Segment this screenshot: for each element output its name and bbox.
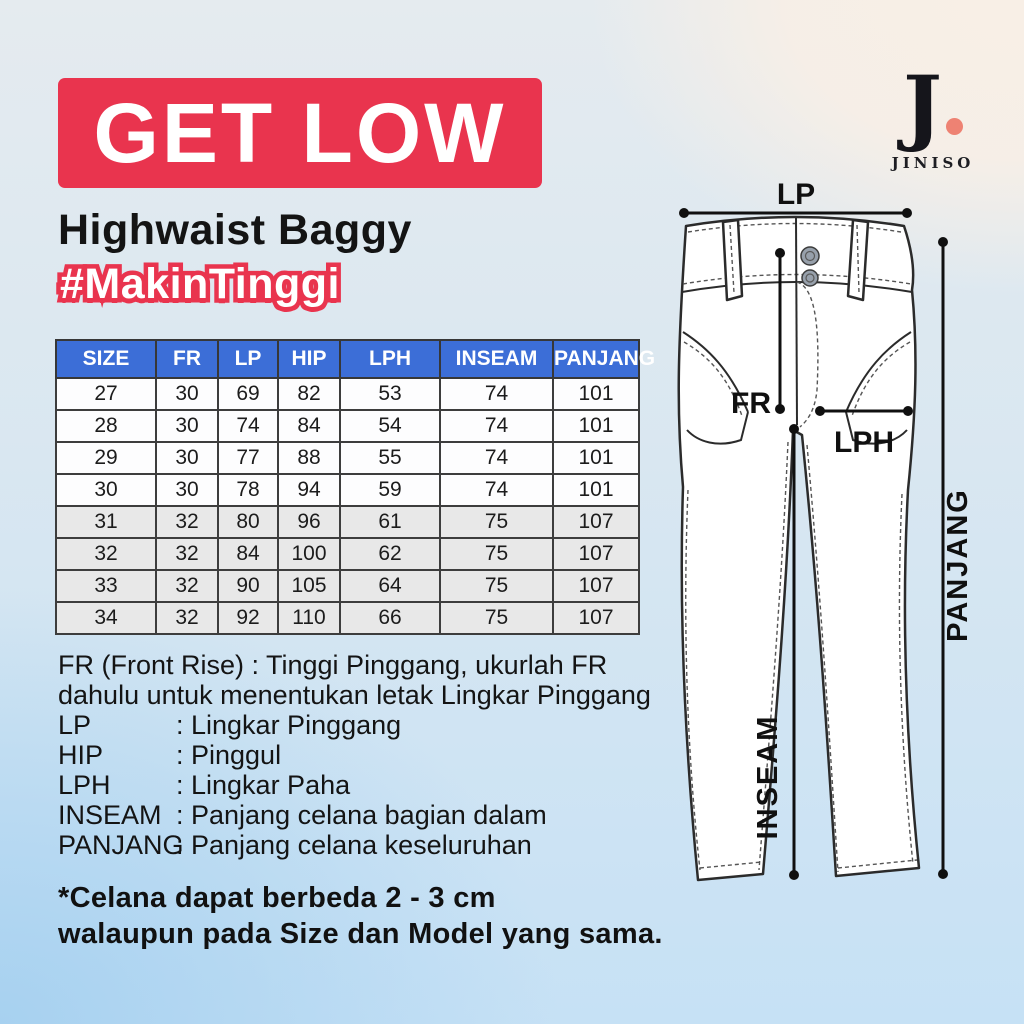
jeans-sketch <box>679 216 919 880</box>
table-cell: 75 <box>440 538 553 570</box>
table-cell: 75 <box>440 570 553 602</box>
table-cell: 92 <box>218 602 278 634</box>
column-header: PANJANG <box>553 340 639 378</box>
table-cell: 100 <box>278 538 340 570</box>
table-cell: 101 <box>553 442 639 474</box>
legend-definition: : Panjang celana bagian dalam <box>176 800 547 830</box>
jeans-outline <box>679 217 919 880</box>
table-cell: 59 <box>340 474 440 506</box>
table-row <box>56 442 639 474</box>
table-cell: 88 <box>278 442 340 474</box>
table-cell: 30 <box>156 378 218 410</box>
legend-term: INSEAM <box>58 800 162 830</box>
legend-intro-line-2: dahulu untuk menentukan letak Lingkar Pinggang <box>58 680 651 710</box>
hashtag-wrap <box>60 260 340 309</box>
table-row <box>56 602 639 634</box>
size-table-header <box>56 340 656 378</box>
disclaimer-note <box>58 880 663 952</box>
table-cell: 101 <box>553 410 639 442</box>
table-cell: 30 <box>56 474 156 506</box>
table-row <box>56 570 639 602</box>
fly-seam <box>796 216 797 425</box>
legend-definition: : Lingkar Paha <box>176 770 351 800</box>
table-cell: 62 <box>340 538 440 570</box>
legend-item <box>58 770 666 800</box>
table-cell: 94 <box>278 474 340 506</box>
table-cell: 29 <box>56 442 156 474</box>
logo-monogram <box>880 59 986 155</box>
legend-term: LP <box>58 710 92 740</box>
product-banner <box>58 78 542 188</box>
table-cell: 77 <box>218 442 278 474</box>
pants-measurement-diagram <box>650 172 1024 888</box>
measurement-legend <box>58 650 666 860</box>
table-cell: 66 <box>340 602 440 634</box>
table-cell: 96 <box>278 506 340 538</box>
button-top <box>801 247 819 265</box>
table-cell: 74 <box>440 474 553 506</box>
table-cell: 78 <box>218 474 278 506</box>
table-cell: 101 <box>553 378 639 410</box>
table-cell: 105 <box>278 570 340 602</box>
size-table-body <box>56 378 639 634</box>
legend-term: PANJANG <box>58 830 184 860</box>
measure-lp <box>679 178 912 218</box>
legend-definition: : Pinggul <box>176 740 282 770</box>
column-header: INSEAM <box>440 340 553 378</box>
product-subtitle: Highwaist Baggy <box>58 206 412 254</box>
table-cell: 69 <box>218 378 278 410</box>
note-line-2: walaupun pada Size dan Model yang sama. <box>58 918 663 950</box>
legend-definition: : Lingkar Pinggang <box>176 710 402 740</box>
table-cell: 74 <box>440 410 553 442</box>
table-cell: 80 <box>218 506 278 538</box>
table-cell: 30 <box>156 474 218 506</box>
column-header: HIP <box>278 340 340 378</box>
table-cell: 32 <box>156 602 218 634</box>
brand-name: JINISO <box>891 154 975 172</box>
table-cell: 82 <box>278 378 340 410</box>
table-cell: 34 <box>56 602 156 634</box>
legend-item <box>58 710 666 740</box>
panjang-label: PANJANG <box>942 488 974 642</box>
table-row <box>56 538 639 570</box>
table-cell: 84 <box>218 538 278 570</box>
table-cell: 32 <box>156 570 218 602</box>
inseam-label: INSEAM <box>752 714 784 840</box>
lp-label: LP <box>776 178 816 211</box>
legend-term: LPH <box>58 770 111 800</box>
legend-definition: : Panjang celana keseluruhan <box>176 830 532 860</box>
table-row <box>56 378 639 410</box>
fr-label: FR <box>731 387 771 420</box>
table-cell: 75 <box>440 506 553 538</box>
table-row <box>56 410 639 442</box>
table-cell: 33 <box>56 570 156 602</box>
table-cell: 75 <box>440 602 553 634</box>
brand-logo <box>880 59 986 172</box>
table-cell: 28 <box>56 410 156 442</box>
legend-item <box>58 740 666 770</box>
table-cell: 30 <box>156 442 218 474</box>
table-row <box>56 506 639 538</box>
table-cell: 32 <box>156 538 218 570</box>
table-cell: 31 <box>56 506 156 538</box>
table-cell: 30 <box>156 410 218 442</box>
legend-term: HIP <box>58 740 104 770</box>
column-header: SIZE <box>56 340 156 378</box>
lph-label: LPH <box>834 426 894 459</box>
table-cell: 55 <box>340 442 440 474</box>
table-cell: 101 <box>553 474 639 506</box>
table-cell: 74 <box>218 410 278 442</box>
table-cell: 74 <box>440 442 553 474</box>
legend-item <box>58 830 666 860</box>
hashtag: #MakinTinggi #MakinTinggi <box>60 260 340 309</box>
table-cell: 90 <box>218 570 278 602</box>
size-table <box>55 339 656 635</box>
table-cell: 84 <box>278 410 340 442</box>
column-header: LPH <box>340 340 440 378</box>
logo-letter: J <box>903 59 942 155</box>
table-cell: 32 <box>156 506 218 538</box>
table-cell: 107 <box>553 506 639 538</box>
table-cell: 107 <box>553 602 639 634</box>
table-cell: 61 <box>340 506 440 538</box>
size-table-head-row <box>56 340 639 378</box>
table-cell: 53 <box>340 378 440 410</box>
column-header: LP <box>218 340 278 378</box>
column-header: FR <box>156 340 218 378</box>
table-cell: 107 <box>553 538 639 570</box>
table-cell: 64 <box>340 570 440 602</box>
table-cell: 110 <box>278 602 340 634</box>
table-row <box>56 474 639 506</box>
measure-panjang <box>938 237 974 879</box>
table-cell: 27 <box>56 378 156 410</box>
logo-dot-icon <box>946 118 963 135</box>
legend-item <box>58 800 666 830</box>
table-cell: 54 <box>340 410 440 442</box>
table-cell: 32 <box>56 538 156 570</box>
table-cell: 74 <box>440 378 553 410</box>
banner-title: GET LOW <box>93 86 507 180</box>
table-cell: 107 <box>553 570 639 602</box>
button-bottom <box>802 270 818 286</box>
legend-intro-line-1: FR (Front Rise) : Tinggi Pinggang, ukurlah FR <box>58 650 608 680</box>
note-line-1: *Celana dapat berbeda 2 - 3 cm <box>58 882 496 914</box>
